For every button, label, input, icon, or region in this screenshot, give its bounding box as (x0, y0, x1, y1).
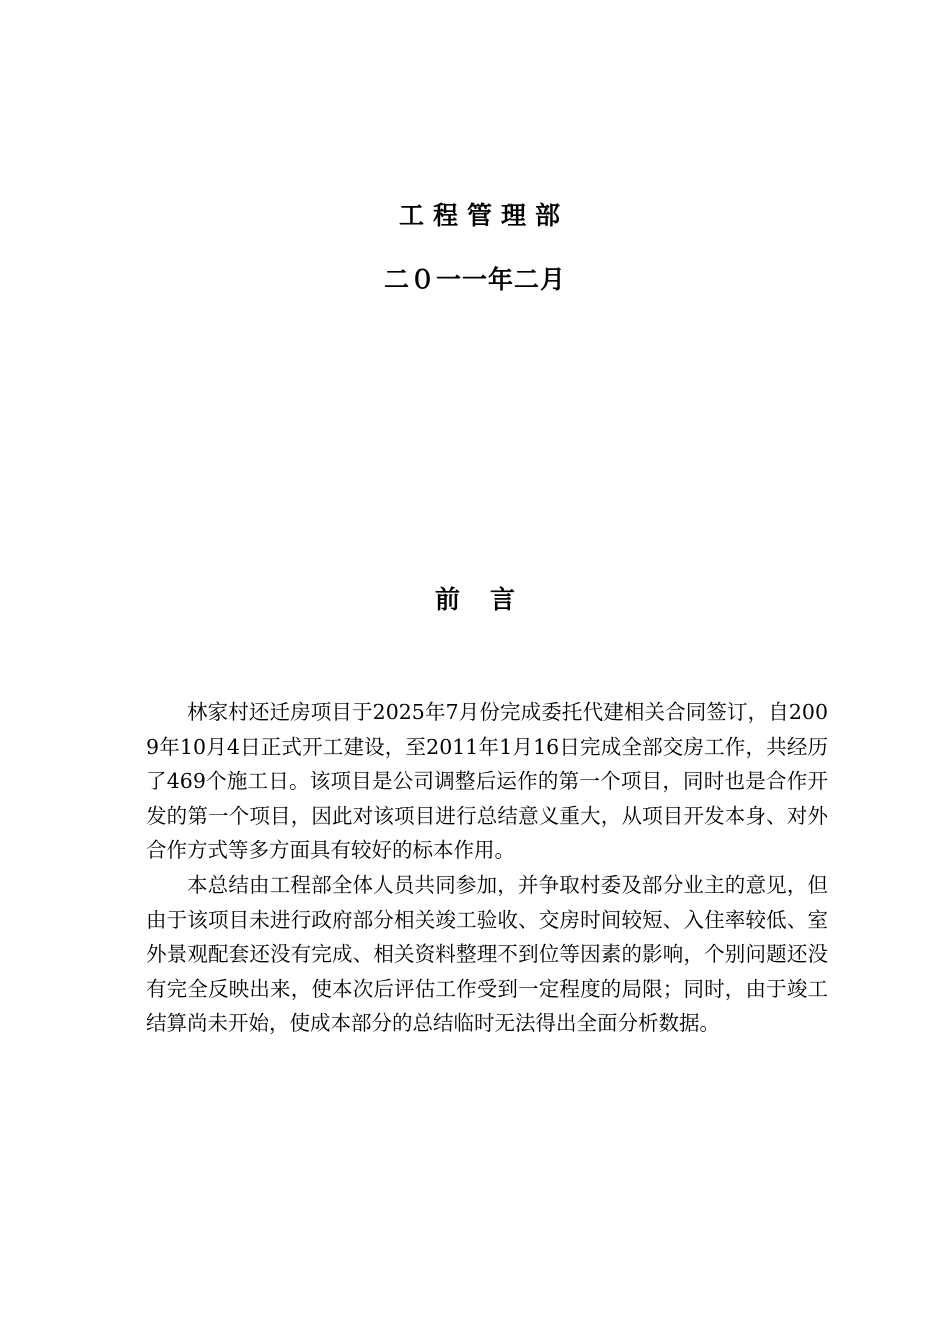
preface-body (146, 695, 828, 1041)
report-date: 二０一一年二月 (383, 265, 566, 294)
preface-paragraph-2: 本总结由工程部全体人员共同参加，并争取村委及部分业主的意见，但由于该项目未进行政府部分相关竣工验收、交房时间较短、入住率较低、室外景观配套还没有完成、相关资料整理不到位等因素的影响，个别问题还没有完全反映出来，使本次后评估工作受到一定程度的局限；同时，由于竣工结算尚未开始，使成本部分的总结临时无法得出全面分析数据。 (146, 872, 828, 1036)
preface-paragraph-1: 林家村还迁房项目于2025年7月份完成委托代建相关合同签订，自2009年10月4日正式开工建设，至2011年1月16日完成全部交房工作，共经历了469个施工日。该项目是公司调整后运作的第一个项目，同时也是合作开发的第一个项目，因此对该项目进行总结意义重大，从项目开发本身、对外合作方式等多方面具有较好的标本作用。 (146, 700, 828, 863)
preface-heading: 前言 (434, 585, 545, 614)
department-name: 工程管理部 (398, 201, 569, 230)
